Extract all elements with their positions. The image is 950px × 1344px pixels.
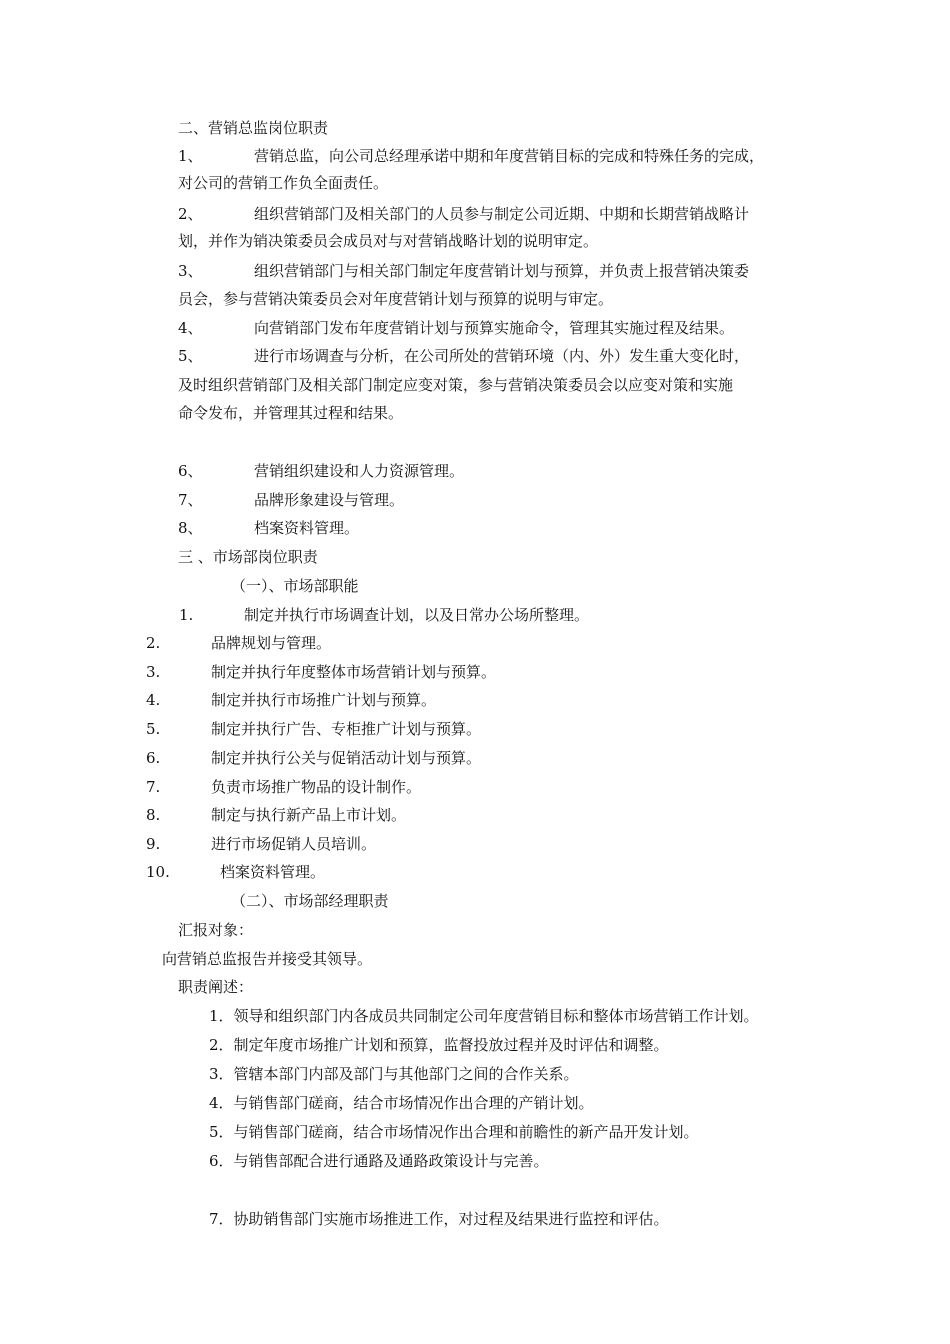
section2-heading: 二、营销总监岗位职责 [178,119,329,137]
section2-item-number: 6、 [178,462,203,480]
function-item-text: 档案资料管理。 [220,863,326,881]
function-item-text: 品牌规划与管理。 [211,634,332,652]
function-item-text: 负责市场推广物品的设计制作。 [211,778,422,796]
duty-item: 5．与销售部门磋商，结合市场情况作出合理和前瞻性的新产品开发计划。 [209,1123,699,1141]
section2-item-text: 品牌形象建设与管理。 [254,491,405,509]
function-item-text: 制定并执行市场调查计划，以及日常办公场所整理。 [244,606,590,624]
section2-item-number: 8、 [178,519,203,537]
section2-item-text: 员会，参与营销决策委员会对年度营销计划与预算的说明与审定。 [178,290,614,308]
section2-item-text: 组织营销部门与相关部门制定年度营销计划与预算，并负责上报营销决策委 [254,262,750,280]
section2-item-text: 进行市场调查与分析，在公司所处的营销环境（内、外）发生重大变化时， [254,347,750,365]
function-item-number: 6. [146,749,161,767]
report-label: 汇报对象： [178,921,254,939]
duty-item: 4．与销售部门磋商，结合市场情况作出合理的产销计划。 [209,1094,594,1112]
function-item-number: 1. [179,606,194,624]
section2-item-text: 命令发布，并管理其过程和结果。 [178,404,404,422]
duty-item: 1．领导和组织部门内各成员共同制定公司年度营销目标和整体市场营销工作计划。 [209,1007,759,1025]
section3-sub2-heading: （二）、市场部经理职责 [231,892,389,910]
section2-item-number: 4、 [178,319,203,337]
section3-heading: 三 、市场部岗位职责 [178,548,318,566]
function-item-number: 8. [146,806,161,824]
section2-item-text: 档案资料管理。 [254,519,360,537]
section2-item-text: 组织营销部门及相关部门的人员参与制定公司近期、中期和长期营销战略计 [254,205,750,223]
section2-item-number: 2、 [178,205,203,223]
duty-item: 3．管辖本部门内部及部门与其他部门之间的合作关系。 [209,1065,579,1083]
section2-item-text: 对公司的营销工作负全面责任。 [178,174,389,192]
report-text: 向营销总监报告并接受其领导。 [162,950,373,968]
function-item-number: 7. [146,778,161,796]
function-item-number: 10. [146,863,170,881]
section2-item-number: 7、 [178,491,203,509]
section2-item-number: 3、 [178,262,203,280]
function-item-number: 9. [146,835,161,853]
function-item-text: 制定并执行年度整体市场营销计划与预算。 [211,663,497,681]
section2-item-text: 向营销部门发布年度营销计划与预算实施命令，管理其实施过程及结果。 [254,319,735,337]
function-item-text: 制定与执行新产品上市计划。 [211,806,407,824]
duties-label: 职责阐述： [178,978,254,996]
section2-item-text: 营销组织建设和人力资源管理。 [254,462,465,480]
function-item-number: 3. [146,663,161,681]
function-item-text: 制定并执行市场推广计划与预算。 [211,691,437,709]
section2-item-number: 5、 [178,347,203,365]
section3-sub1-heading: （一）、市场部职能 [231,577,359,595]
function-item-number: 4. [146,691,161,709]
duty-item: 6．与销售部配合进行通路及通路政策设计与完善。 [209,1152,549,1170]
section2-item-text: 划，并作为销决策委员会成员对与对营销战略计划的说明审定。 [178,232,599,250]
duty-item: 7．协助销售部门实施市场推进工作，对过程及结果进行监控和评估。 [209,1210,669,1228]
duty-item: 2．制定年度市场推广计划和预算，监督投放过程并及时评估和调整。 [209,1036,669,1054]
function-item-number: 2. [146,634,161,652]
section2-item-number: 1、 [178,147,203,165]
section2-item-text: 营销总监，向公司总经理承诺中期和年度营销目标的完成和特殊任务的完成， [254,147,765,165]
function-item-text: 制定并执行广告、专柜推广计划与预算。 [211,720,482,738]
function-item-text: 进行市场促销人员培训。 [211,835,377,853]
section2-item-text: 及时组织营销部门及相关部门制定应变对策，参与营销决策委员会以应变对策和实施 [178,376,734,394]
function-item-text: 制定并执行公关与促销活动计划与预算。 [211,749,482,767]
function-item-number: 5. [146,720,161,738]
